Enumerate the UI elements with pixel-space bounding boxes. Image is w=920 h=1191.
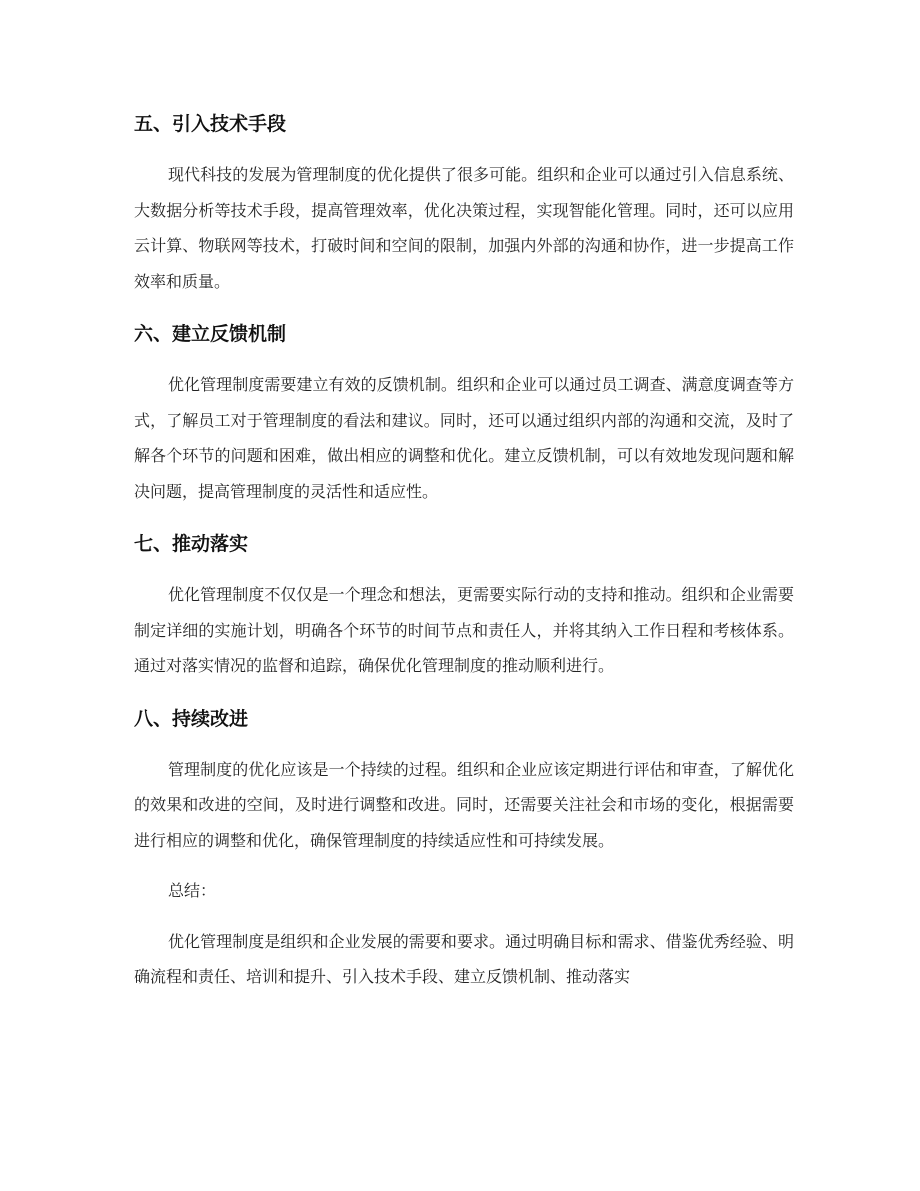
section-heading-5: 五、引入技术手段: [134, 113, 287, 135]
section-body-5: 现代科技的发展为管理制度的优化提供了很多可能。组织和企业可以通过引入信息系统、大数据分析等技术手段，提高管理效率，优化决策过程，实现智能化管理。同时，还可以应用云计算、物联网等技术，打破时间和空间的限制，加强内外部的沟通和协作，进一步提高工作效率和质量。: [134, 165, 794, 291]
section-body-7: 优化管理制度不仅仅是一个理念和想法，更需要实际行动的支持和推动。组织和企业需要制定详细的实施计划，明确各个环节的时间节点和责任人，并将其纳入工作日程和考核体系。通过对落实情况的监督和追踪，确保优化管理制度的推动顺利进行。: [134, 585, 794, 675]
summary-body: 优化管理制度是组织和企业发展的需要和要求。通过明确目标和需求、借鉴优秀经验、明确流程和责任、培训和提升、引入技术手段、建立反馈机制、推动落实: [134, 931, 794, 986]
section-heading-6: 六、建立反馈机制: [134, 323, 287, 345]
section-heading-7: 七、推动落实: [134, 533, 249, 555]
section-body-8: 管理制度的优化应该是一个持续的过程。组织和企业应该定期进行评估和审查，了解优化的效果和改进的空间，及时进行调整和改进。同时，还需要关注社会和市场的变化，根据需要进行相应的调整和优化，确保管理制度的持续适应性和可持续发展。: [134, 759, 794, 850]
document-content: [134, 104, 794, 995]
summary-label: 总结：: [168, 881, 217, 900]
section-heading-8: 八、持续改进: [134, 707, 249, 730]
section-body-6: 优化管理制度需要建立有效的反馈机制。组织和企业可以通过员工调查、满意度调查等方式，了解员工对于管理制度的看法和建议。同时，还可以通过组织内部的沟通和交流，及时了解各个环节的问题和困难，做出相应的调整和优化。建立反馈机制，可以有效地发现问题和解决问题，提高管理制度的灵活性和适应性。: [134, 375, 794, 501]
